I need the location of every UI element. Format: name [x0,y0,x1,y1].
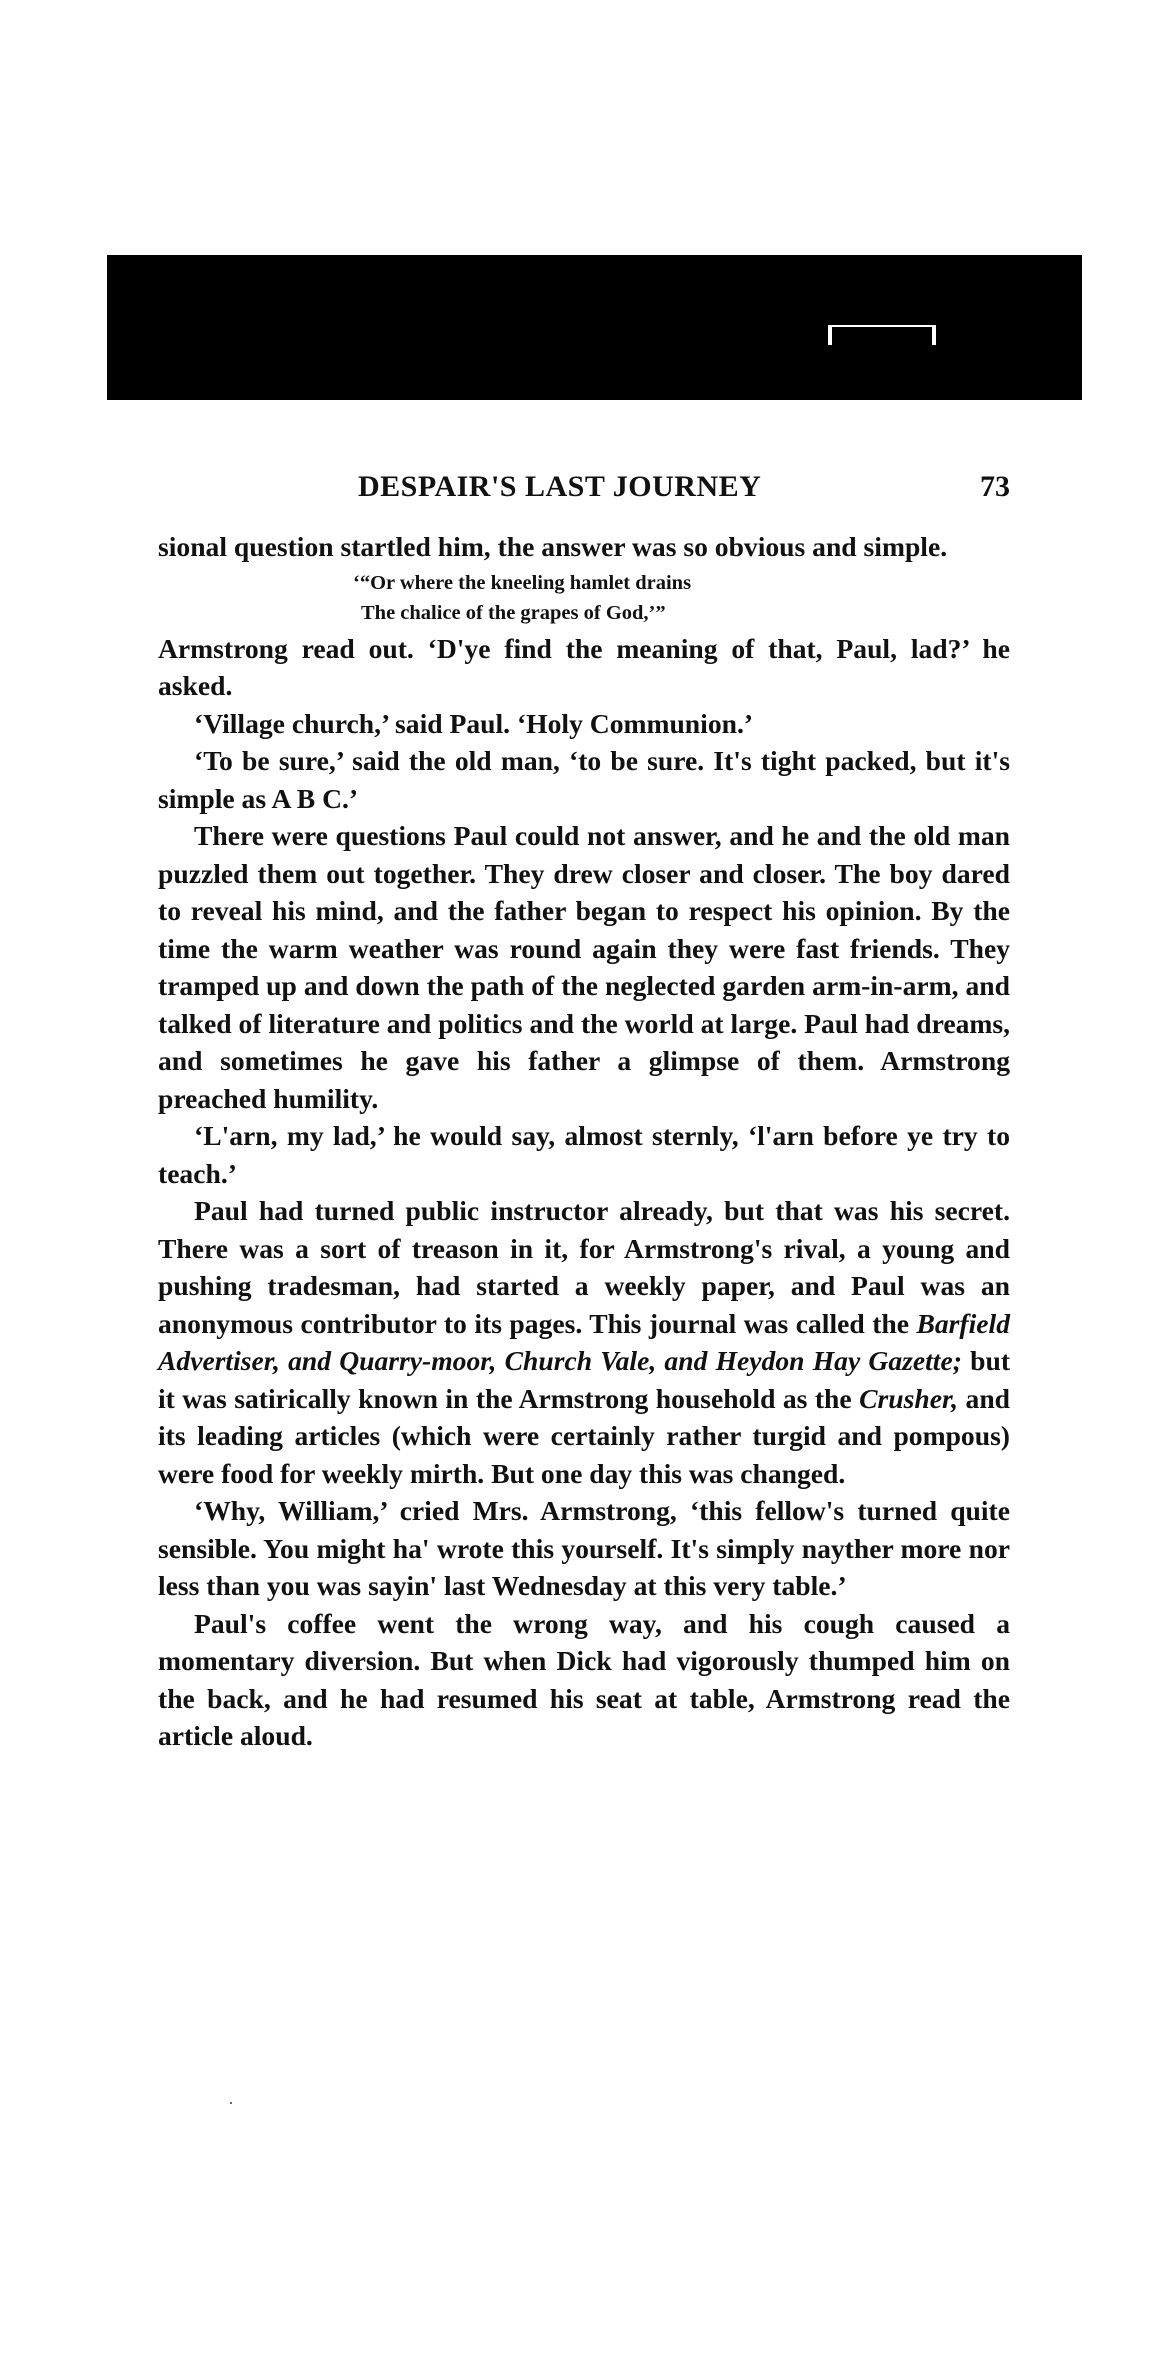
paragraph: ‘To be sure,’ said the old man, ‘to be sure. It's tight packed, but it's simple as A B C.’ [158,745,1010,814]
italic-title: Crusher, [859,1382,959,1414]
italic-title: Barfield Advertiser, and Quarry-moor, Church Vale, and Heydon Hay Gazette; [158,1307,1010,1376]
running-head [158,470,1010,510]
paragraph-text: and its leading articles (which were certainly rather turgid and pompous) were food for weekly mirth. But one day this was changed. [158,1382,1011,1489]
paragraph-text: but it was satirically known in the Armstrong household as the [158,1345,1011,1414]
paragraph-continued: sional question startled him, the answer was so obvious and simple. [158,531,948,562]
band-notch-inner [832,327,932,345]
paragraph-with-italics [158,1192,1010,1492]
verse-quote [353,568,1010,628]
running-head-title: DESPAIR'S LAST JOURNEY [358,470,762,503]
page-number: 73 [980,470,1010,503]
paragraph: ‘Why, William,’ cried Mrs. Armstrong, ‘this fellow's turned quite sensible. You might ha' wrote this yourself. It's simply nayther more nor less than you was sayin' last Wednesday at this very table.’ [158,1495,1010,1601]
paragraph: There were questions Paul could not answer, and he and the old man puzzled them out together. They drew closer and closer. The boy dared to reveal his mind, and the father began to respect his opinion. By the time the warm weather was round again they were fast friends. They tramped up and down the path of the neglected garden arm-in-arm, and talked of literature and politics and the world at large. Paul had dreams, and sometimes he gave his father a glimpse of them. Armstrong preached humility. [158,820,1010,1114]
book-page [158,470,1010,1755]
verse-line: ‘“Or where the kneeling hamlet drains [353,571,692,594]
paragraph-text: Paul had turned public instructor already, but that was his secret. There was a sort of treason in it, for Armstrong's rival, a young and pushing tradesman, had started a weekly paper, and Paul was an anonymous contributor to its pages. This journal was called the [158,1195,1010,1339]
paragraph: Armstrong read out. ‘D'ye find the meaning of that, Paul, lad?’ he asked. [158,632,1010,701]
verse-line: The chalice of the grapes of God,’” [361,601,666,624]
body-text [158,528,1010,1755]
paragraph: ‘Village church,’ said Paul. ‘Holy Communion.’ [194,707,754,739]
paragraph: ‘L'arn, my lad,’ he would say, almost sternly, ‘l'arn before ye try to teach.’ [158,1120,1010,1189]
scan-speck [230,2102,232,2104]
paragraph: Paul's coffee went the wrong way, and his cough caused a momentary diversion. But when Dick had vigorously thumped him on the back, and he had resumed his seat at table, Armstrong read the article aloud. [158,1607,1010,1751]
redaction-band [107,255,1082,400]
